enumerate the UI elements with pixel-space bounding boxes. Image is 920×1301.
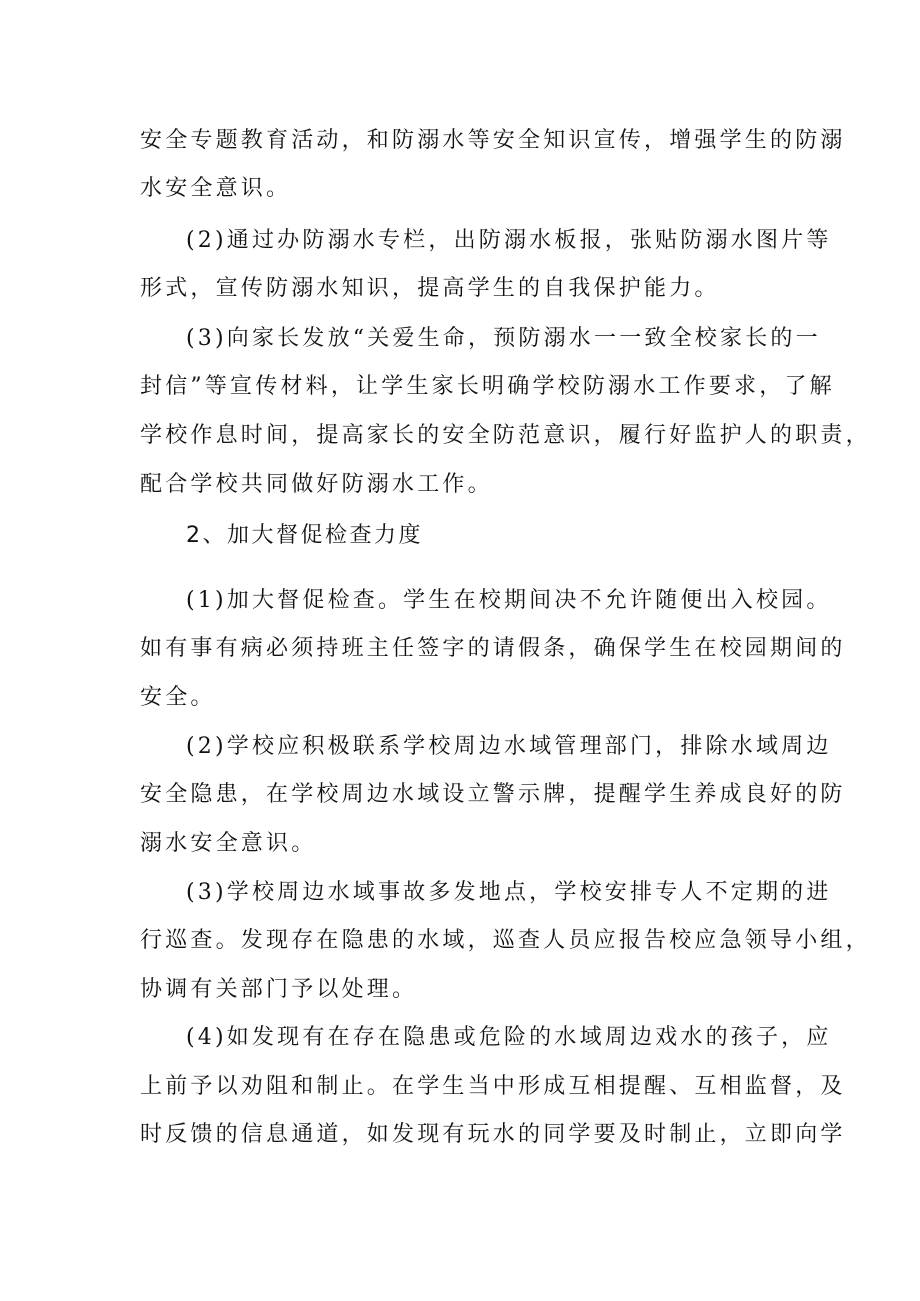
body-text-line: 行巡查。发现存在隐患的水域，巡查人员应报告校应急领导小组， bbox=[140, 928, 871, 953]
body-text-line: 安全隐患，在学校周边水域设立警示牌，提醒学生养成良好的防 bbox=[140, 782, 846, 807]
body-text-line: 配合学校共同做好防溺水工作。 bbox=[140, 472, 493, 497]
list-item-text: (3)向家长发放“关爱生命，预防溺水一一致全校家长的一 bbox=[186, 326, 821, 351]
list-item-text: (2)学校应积极联系学校周边水域管理部门，排除水域周边 bbox=[186, 734, 832, 759]
body-text-line: 上前予以劝阻和制止。在学生当中形成互相提醒、互相监督，及 bbox=[140, 1074, 846, 1099]
body-text-line: 封信”等宣传材料，让学生家长明确学校防溺水工作要求，了解 bbox=[140, 374, 835, 399]
list-item-text: (4)如发现有在存在隐患或危险的水域周边戏水的孩子，应 bbox=[186, 1025, 832, 1050]
body-text-line: 协调有关部门予以处理。 bbox=[140, 977, 418, 1002]
body-text-line: 水安全意识。 bbox=[140, 176, 292, 201]
body-text-line: 学校作息时间，提高家长的安全防范意识，履行好监护人的职责， bbox=[140, 423, 871, 448]
list-item-text: (2)通过办防溺水专栏，出防溺水板报，张贴防溺水图片等 bbox=[186, 228, 832, 253]
body-text-line: 如有事有病必须持班主任签字的请假条，确保学生在校园期间的 bbox=[140, 636, 846, 661]
list-item-text: (3)学校周边水域事故多发地点，学校安排专人不定期的进 bbox=[186, 880, 832, 905]
body-text-line: 安全专题教育活动，和防溺水等安全知识宣传，增强学生的防溺 bbox=[140, 128, 846, 153]
body-text-line: 时反馈的信息通道，如发现有玩水的同学要及时制止，立即向学 bbox=[140, 1122, 846, 1147]
body-text-line: 安全。 bbox=[140, 685, 216, 710]
section-heading: 2、加大督促检查力度 bbox=[186, 523, 423, 548]
body-text-line: 形式，宣传防溺水知识，提高学生的自我保护能力。 bbox=[140, 276, 720, 301]
list-item-text: (1)加大督促检查。学生在校期间决不允许随便出入校园。 bbox=[186, 588, 832, 613]
body-text-line: 溺水安全意识。 bbox=[140, 831, 317, 856]
